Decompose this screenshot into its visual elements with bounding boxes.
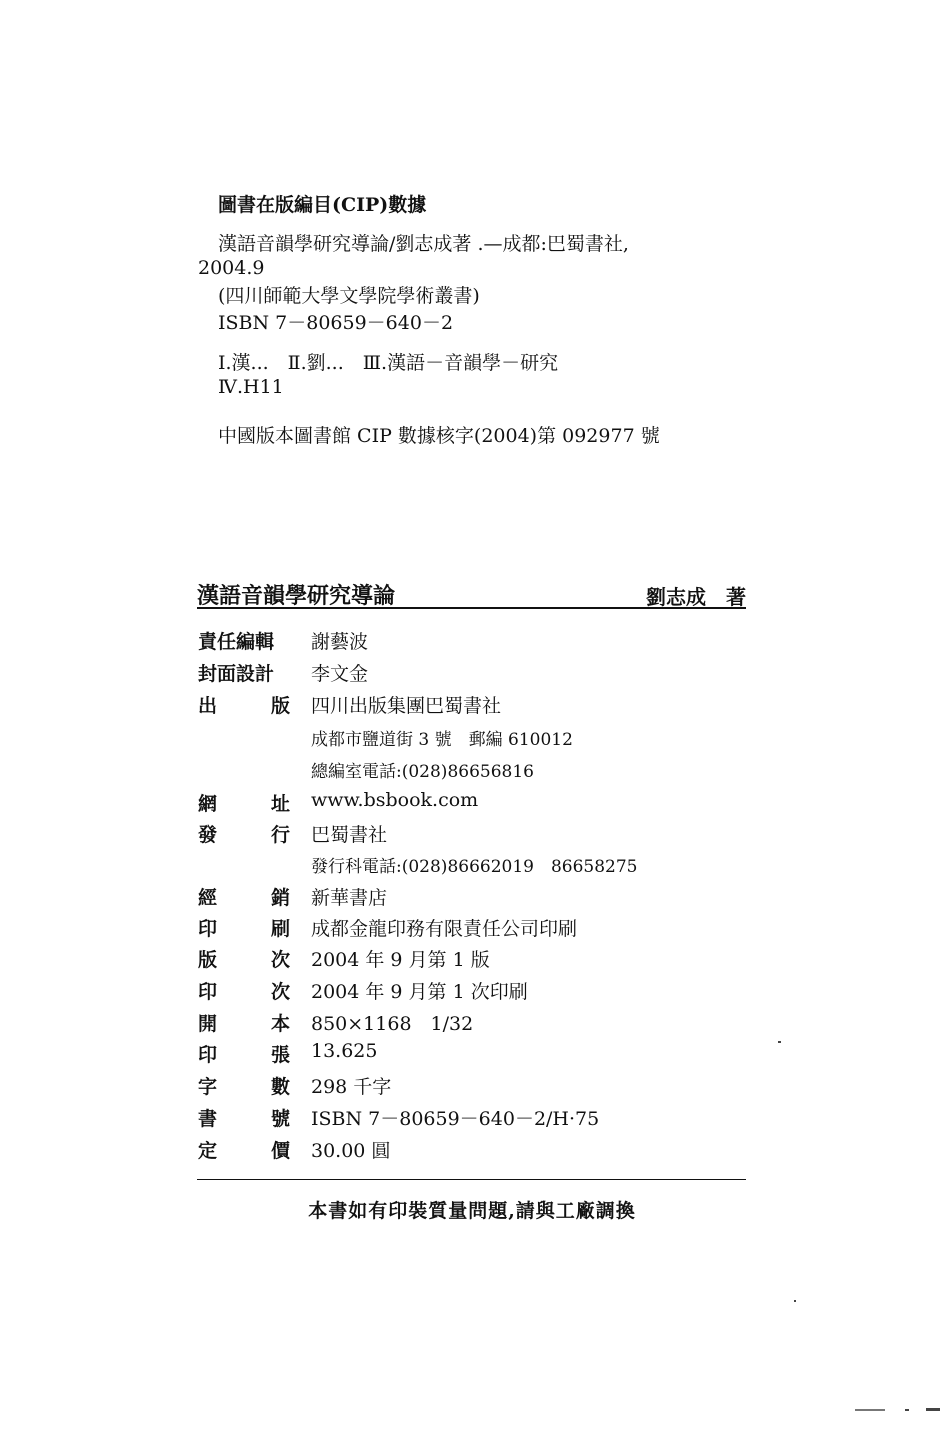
value-printer: 成都金龍印務有限責任公司印刷 (311, 918, 578, 940)
title-rule (197, 607, 746, 609)
publisher-address: 成都市鹽道街 3 號 郵編 610012 (311, 730, 573, 750)
label-cover-design: 封面設計 (198, 663, 275, 685)
value-printing: 2004 年 9 月第 1 次印刷 (311, 981, 528, 1003)
value-responsible-editor: 謝藝波 (311, 631, 369, 653)
value-edition: 2004 年 9 月第 1 版 (311, 949, 490, 971)
cip-line-record-number: 中國版本圖書館 CIP 數據核字(2004)第 092977 號 (218, 425, 660, 447)
value-price: 30.00 圓 (311, 1140, 391, 1162)
value-word-count: 298 千字 (311, 1076, 392, 1098)
label-price: 定 價 (198, 1140, 290, 1162)
label-printer: 印 刷 (198, 918, 290, 940)
label-responsible-editor: 責任編輯 (198, 631, 275, 653)
scan-speck (778, 1041, 781, 1043)
label-distributor: 發 行 (198, 824, 290, 846)
label-book-number: 書 號 (198, 1108, 290, 1130)
cip-line-date: 2004.9 (198, 257, 265, 279)
cip-line-title-author: 漢語音韻學研究導論/劉志成著 .—成都:巴蜀書社, (218, 233, 629, 255)
scan-speck (905, 1409, 909, 1411)
label-format: 開 本 (198, 1013, 290, 1035)
cip-line-subjects: Ⅰ.漢... Ⅱ.劉... Ⅲ.漢語－音韻學－研究 (218, 352, 559, 374)
label-website: 網 址 (198, 793, 290, 815)
footer-rule (197, 1179, 746, 1180)
label-edition: 版 次 (198, 949, 290, 971)
label-printing: 印 次 (198, 981, 290, 1003)
editorial-phone: 總編室電話:(028)86656816 (311, 762, 534, 782)
label-publisher: 出 版 (198, 695, 290, 717)
distribution-phone: 發行科電話:(028)86662019 86658275 (311, 857, 638, 877)
value-seller: 新華書店 (311, 887, 388, 909)
book-title: 漢語音韻學研究導論 (197, 583, 396, 609)
scan-speck (855, 1409, 885, 1411)
scan-speck (926, 1408, 940, 1411)
value-publisher: 四川出版集團巴蜀書社 (311, 695, 502, 717)
value-sheets: 13.625 (311, 1040, 378, 1062)
cip-line-series: (四川師範大學文學院學術叢書) (218, 285, 480, 307)
value-format: 850×1168 1/32 (311, 1013, 474, 1035)
book-author: 劉志成 著 (646, 585, 746, 609)
label-word-count: 字 數 (198, 1076, 290, 1098)
label-sheets: 印 張 (198, 1044, 290, 1066)
value-cover-design: 李文金 (311, 663, 369, 685)
scan-speck (794, 1300, 796, 1302)
cip-line-classification: Ⅳ.H11 (218, 376, 284, 398)
value-website: www.bsbook.com (311, 789, 479, 811)
cip-line-isbn: ISBN 7－80659－640－2 (218, 312, 454, 334)
quality-notice: 本書如有印裝質量問題,請與工廠調換 (308, 1200, 636, 1222)
cip-heading: 圖書在版編目(CIP)數據 (218, 194, 427, 216)
label-seller: 經 銷 (198, 887, 290, 909)
value-book-number: ISBN 7－80659－640－2/H·75 (311, 1108, 600, 1130)
value-distributor: 巴蜀書社 (311, 824, 388, 846)
